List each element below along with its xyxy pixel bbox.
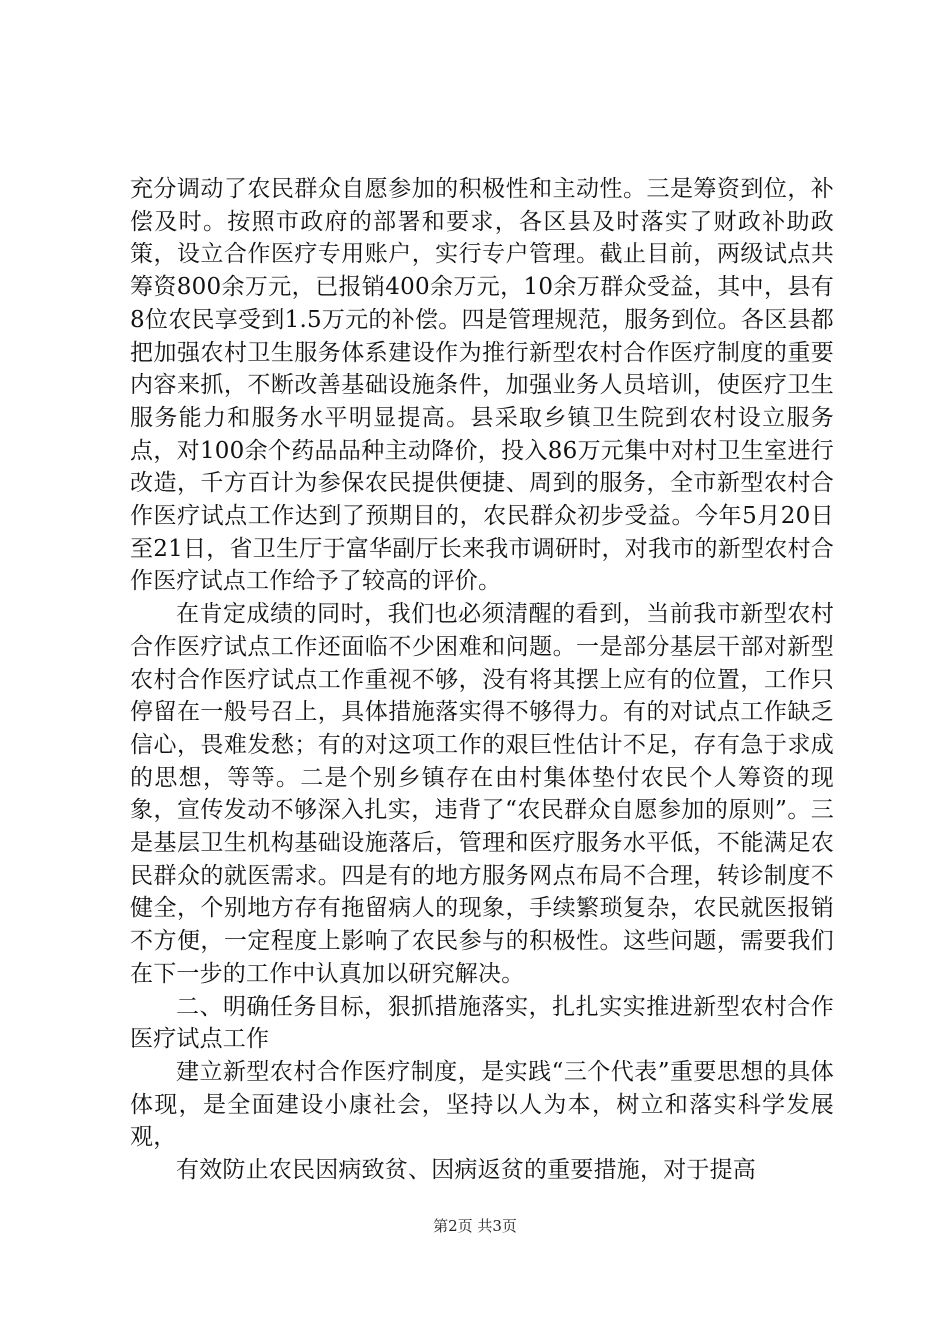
paragraph-continued: 充分调动了农民群众自愿参加的积极性和主动性。三是筹资到位，补偿及时。按照市政府的部署和要求，各区县及时落实了财政补助政策，设立合作医疗专用账户，实行专户管理。截止目前，两级试点共筹资800余万元，已报销400余万元，10余万群众受益，其中，县有8位农民享受到1.5万元的补偿。四是管理规范，服务到位。各区县都把加强农村卫生服务体系建设作为推行新型农村合作医疗制度的重要内容来抓，不断改善基础设施条件，加强业务人员培训，使医疗卫生服务能力和服务水平明显提高。县采取乡镇卫生院到农村设立服务点，对100余个药品品种主动降价，投入86万元集中对村卫生室进行改造，千方百计为参保农民提供便捷、周到的服务，全市新型农村合作医疗试点工作达到了预期目的，农民群众初步受益。今年5月20日至21日，省卫生厅于富华副厅长来我市调研时，对我市的新型农村合作医疗试点工作给予了较高的评价。 xyxy=(130,176,834,595)
section-heading: 二、明确任务目标，狠抓措施落实，扎扎实实推进新型农村合作医疗试点工作 xyxy=(130,993,834,1053)
page-number-footer: 第2页 共3页 xyxy=(433,1217,517,1235)
paragraph-measures: 有效防止农民因病致贫、因病返贫的重要措施，对于提高 xyxy=(176,1157,756,1184)
paragraph-significance: 建立新型农村合作医疗制度，是实践“三个代表”重要思想的具体体现，是全面建设小康社会，坚持以人为本，树立和落实科学发展观， xyxy=(130,1058,834,1151)
paragraph-problems: 在肯定成绩的同时，我们也必须清醒的看到，当前我市新型农村合作医疗试点工作还面临不少困难和问题。一是部分基层干部对新型农村合作医疗试点工作重视不够，没有将其摆上应有的位置，工作只停留在一般号召上，具体措施落实得不够得力。有的对试点工作缺乏信心，畏难发愁；有的对这项工作的艰巨性估计不足，存有急于求成的思想，等等。二是个别乡镇存在由村集体垫付农民个人筹资的现象，宣传发动不够深入扎实，违背了“农民群众自愿参加的原则”。三是基层卫生机构基础设施落后，管理和医疗服务水平低，不能满足农民群众的就医需求。四是有的地方服务网点布局不合理，转诊制度不健全，个别地方存有拖留病人的现象，手续繁琐复杂，农民就医报销不方便，一定程度上影响了农民参与的积极性。这些问题，需要我们在下一步的工作中认真加以研究解决。 xyxy=(130,601,834,987)
document-body xyxy=(130,173,834,1187)
